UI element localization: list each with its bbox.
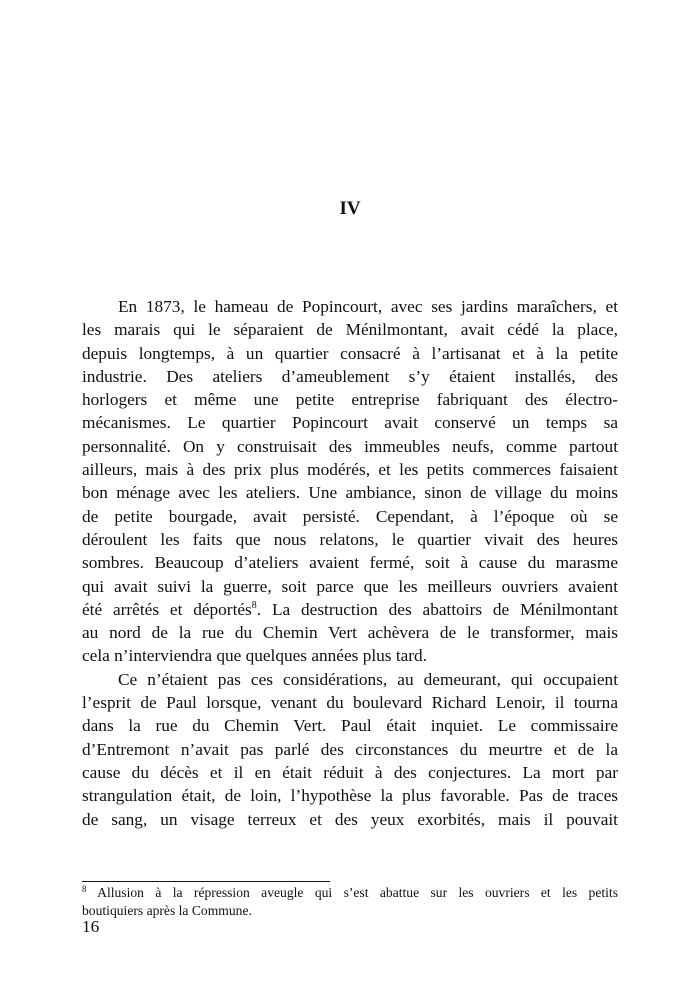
paragraph-1 <box>82 295 618 668</box>
footnote-line <box>82 884 618 902</box>
text-line: l’esprit de Paul lorsque, venant du boulevard Richard Lenoir, il tourna <box>82 693 618 713</box>
text-segment: été arrêtés et déportés <box>82 599 252 619</box>
text-segment: Allusion à la répression aveugle qui s’est abattue sur les ouvriers et les petits <box>86 885 618 900</box>
text-line: de petite bourgade, avait persisté. Cependant, à l’époque où se <box>82 506 618 526</box>
text-line: bon ménage avec les ateliers. Une ambiance, sinon de village du moins <box>82 483 618 503</box>
text-line: horlogers et même une petite entreprise fabriquant des électro- <box>82 390 618 410</box>
text-line: de sang, un visage terreux et des yeux exorbités, mais il pouvait <box>82 809 618 829</box>
text-line: au nord de la rue du Chemin Vert achèvera de le transformer, mais <box>82 623 618 643</box>
text-line: sombres. Beaucoup d’ateliers avaient fermé, soit à cause du marasme <box>82 553 618 573</box>
text-line: mécanismes. Le quartier Popincourt avait conservé un temps sa <box>82 413 618 433</box>
text-line: Ce n’étaient pas ces considérations, au demeurant, qui occupaient <box>118 669 618 689</box>
text-line: cela n’interviendra que quelques années plus tard. <box>82 646 428 666</box>
text-line: industrie. Des ateliers d’ameublement s’y étaient installés, des <box>82 366 618 386</box>
footnote-number: 8 <box>82 884 87 894</box>
footnote-separator <box>82 881 330 882</box>
footnote-line: boutiquiers après la Commune. <box>82 902 252 918</box>
text-line: En 1873, le hameau de Popincourt, avec ses jardins maraîchers, et <box>118 297 618 316</box>
text-line: déroulent les faits que nous relatons, le quartier vivait des heures <box>82 529 618 549</box>
page-number: 16 <box>82 917 100 936</box>
text-line: cause du décès et il en était réduit à des conjectures. La mort par <box>82 762 618 782</box>
text-line: ailleurs, mais à des prix plus modérés, et les petits commerces faisaient <box>82 460 618 480</box>
text-line: d’Entremont n’avait pas parlé des circonstances du meurtre et de la <box>82 739 618 759</box>
paragraph-2 <box>82 668 618 831</box>
text-line: les marais qui le séparaient de Ménilmontant, avait cédé la place, <box>82 320 618 340</box>
footnote-reference[interactable]: 8 <box>251 599 257 611</box>
text-line: personnalité. On y construisait des immeubles neufs, comme partout <box>82 436 618 456</box>
footnote <box>82 884 618 919</box>
text-line <box>82 598 618 621</box>
text-segment: . La destruction des abattoirs de Ménilmontant <box>256 599 618 619</box>
body-text <box>82 295 618 831</box>
chapter-heading: IV <box>339 198 361 219</box>
text-line: dans la rue du Chemin Vert. Paul était inquiet. Le commissaire <box>82 716 618 736</box>
text-line: depuis longtemps, à un quartier consacré à l’artisanat et à la petite <box>82 343 618 363</box>
text-line: qui avait suivi la guerre, soit parce que les meilleurs ouvriers avaient <box>82 576 618 596</box>
text-line: strangulation était, de loin, l’hypothèse la plus favorable. Pas de traces <box>82 786 618 806</box>
